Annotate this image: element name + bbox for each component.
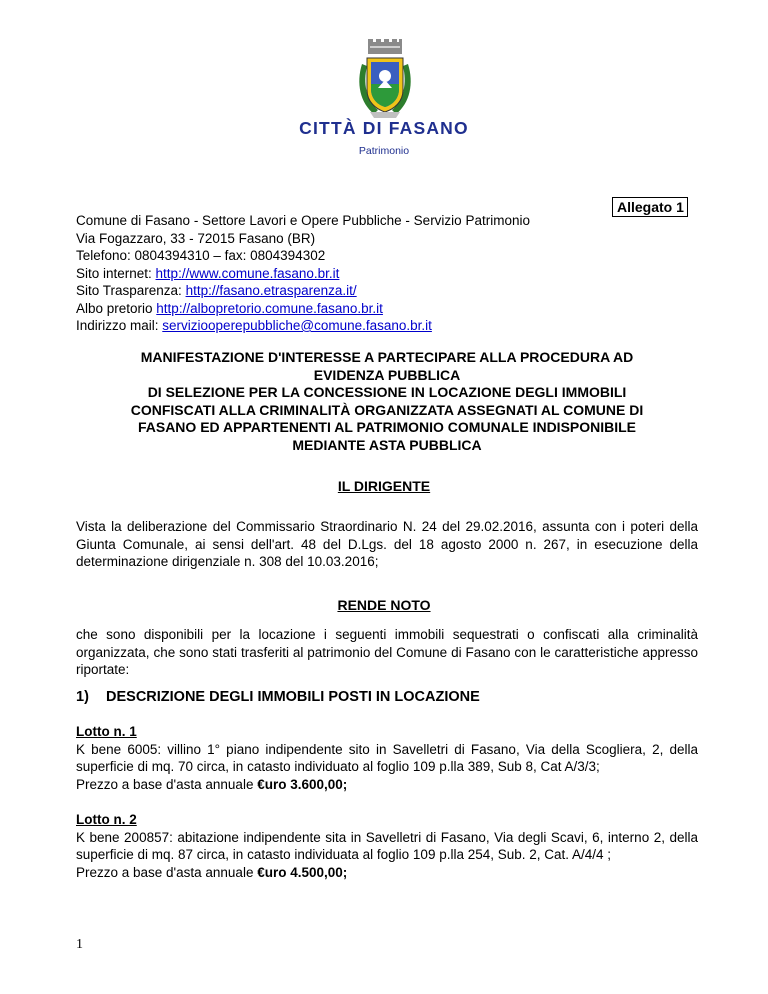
transparency-label: Sito Trasparenza: [76,283,186,298]
contact-website [76,265,530,283]
page-number: 1 [76,937,83,952]
lotto-label: Lotto n. 2 [76,812,137,827]
website-label: Sito internet: [76,265,156,281]
price-value: €uro 4.500,00; [257,864,348,880]
contact-albo [76,300,530,318]
contact-block [76,212,530,335]
title-line: DI SELEZIONE PER LA CONCESSIONE IN LOCAZIONE DEGLI IMMOBILI [147,384,627,400]
lotto-description: K bene 6005: villino 1° piano indipendente sito in Savelletri di Fasano, Via della Scogliera, 2, della superficie di mq. 70 circa, in catasto individuato al foglio 109 p.lla 389, Sub 8, Cat A/3/3; [76,741,698,774]
coat-of-arms-icon [356,38,414,120]
city-name: CITTÀ DI FASANO [299,118,469,138]
website-link[interactable]: http://www.comune.fasano.br.it [155,265,340,281]
title-line: EVIDENZA PUBBLICA [313,366,461,383]
section-heading [76,689,480,705]
albo-label: Albo pretorio [76,300,157,316]
price-value: €uro 3.600,00; [257,776,348,792]
price-label: Prezzo a base d'asta annuale [76,864,258,880]
email-label: Indirizzo mail: [76,318,163,333]
contact-email [76,317,530,335]
lotto-description: K bene 200857: abitazione indipendente sita in Savelletri di Fasano, Via degli Scavi, 6, interno 2, della superficie di mq. 87 circa, in catasto individuata al foglio 109 p.lla 254, Sub. 2, Cat. A/4/4 ; [76,829,698,862]
intro-paragraph: che sono disponibili per la locazione i seguenti immobili sequestrati o confiscati alla criminalità organizzata, che sono stati trasferiti al patrimonio del Comune di Fasano con le caratteristiche appresso riportate: [76,627,698,677]
contact-transparency [76,282,530,300]
document-title [76,349,698,454]
price-label: Prezzo a base d'asta annuale [76,776,258,792]
lotto-price [76,776,698,794]
department-name: Patrimonio [358,145,410,157]
email-link[interactable]: serviziooperepubbliche@comune.fasano.br.it [162,318,432,333]
section-title: DESCRIZIONE DEGLI IMMOBILI POSTI IN LOCAZIONE [106,689,480,705]
allegato-label: Allegato 1 [612,197,688,217]
albo-link[interactable]: http://albopretorio.comune.fasano.br.it [156,300,383,316]
rende-noto-heading: RENDE NOTO [337,597,431,613]
section-number: 1) [76,689,89,705]
title-line: CONFISCATI ALLA CRIMINALITÀ ORGANIZZATA ASSEGNATI AL COMUNE DI [130,401,644,418]
premessa-paragraph: Vista la deliberazione del Commissario Straordinario N. 24 del 29.02.2016, assunta con i poteri della Giunta Comunale, ai sensi dell'art. 48 del D.Lgs. del 18 agosto 2000 n. 267, in esecuzione della determinazione dirigenziale n. 308 del 10.03.2016; [76,519,698,569]
title-line: FASANO ED APPARTENENTI AL PATRIMONIO COMUNALE INDISPONIBILE [137,419,637,435]
title-line: MANIFESTAZIONE D'INTERESSE A PARTECIPARE ALLA PROCEDURA AD [140,349,634,365]
contact-office: Comune di Fasano - Settore Lavori e Opere Pubbliche - Servizio Patrimonio [76,213,530,228]
contact-address: Via Fogazzaro, 33 - 72015 Fasano (BR) [76,230,316,246]
transparency-link[interactable]: http://fasano.etrasparenza.it/ [185,283,357,298]
dirigente-heading: IL DIRIGENTE [337,478,431,494]
lotto-label: Lotto n. 1 [76,724,137,739]
contact-phone: Telefono: 0804394310 – fax: 0804394302 [76,248,326,263]
lotto-1 [76,723,698,793]
lotto-2 [76,811,698,881]
lotto-price [76,864,698,882]
title-line: MEDIANTE ASTA PUBBLICA [292,436,482,453]
